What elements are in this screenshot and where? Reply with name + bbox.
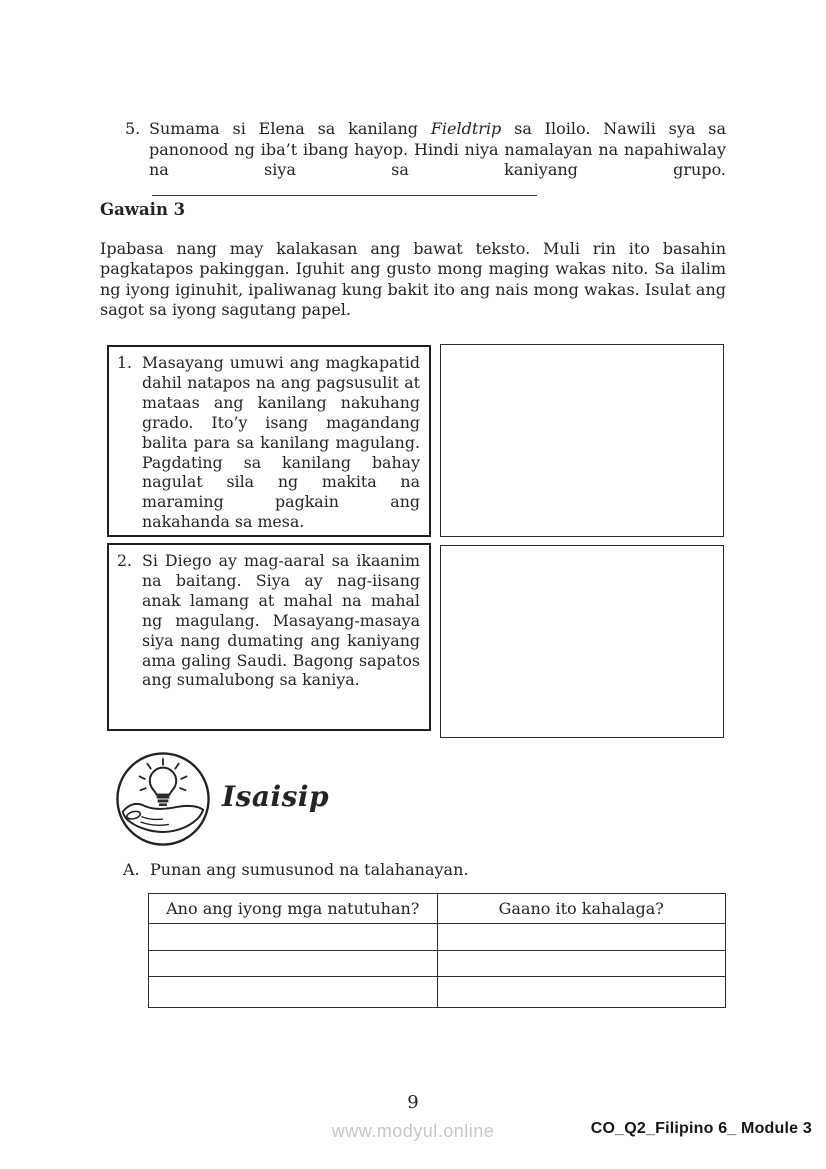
table-header-natutuhan: Ano ang iyong mga natutuhan? [149, 894, 438, 924]
item-number: 5. [125, 119, 141, 138]
story-box-1 [107, 345, 431, 537]
story-box-2 [107, 543, 431, 731]
module-footer-label: CO_Q2_Filipino 6_ Module 3 [590, 1120, 812, 1137]
section-a-marker: A. [123, 860, 140, 879]
item5-text [149, 119, 726, 201]
table-cell [437, 951, 726, 977]
item5-text-before: Sumama si Elena sa kanilang [149, 119, 431, 138]
drawing-box-2 [440, 545, 724, 738]
list-item-5 [125, 119, 726, 201]
isaisip-table [148, 893, 726, 1008]
answer-blank-line [152, 183, 537, 196]
section-a-text: Punan ang sumusunod na talahanayan. [150, 860, 469, 879]
item5-text-after: sa Iloilo. Nawili sya sa panonood ng iba’t ibang hayop. Hindi niya namalayan na napahiwalay na siya sa kaniyang grupo. [149, 119, 726, 179]
table-cell [437, 977, 726, 1008]
page-number: 9 [407, 1092, 419, 1113]
gawain-3-heading: Gawain 3 [100, 200, 186, 219]
story-number: 2. [117, 551, 133, 570]
drawing-box-1 [440, 344, 724, 537]
table-cell [149, 977, 438, 1008]
story-text: Masayang umuwi ang magkapatid dahil natapos na ang pagsusulit at mataas ang kanilang nakuhang grado. Ito’y isang magandang balita para sa kanilang magulang. Pagdating sa kanilang bahay nagulat sila ng makita na maraming pagkain ang nakahanda sa mesa. [142, 353, 420, 532]
item5-italic-word: Fieldtrip [430, 119, 502, 138]
table-cell [149, 924, 438, 951]
story-text: Si Diego ay mag-aaral sa ikaanim na baitang. Siya ay nag-iisang anak lamang at mahal na mahal ng magulang. Masayang-masaya siya nang dumating ang kaniyang ama galing Saudi. Bagong sapatos ang sumalubong sa kaniya. [142, 551, 420, 690]
watermark: www.modyul.online [331, 1121, 495, 1141]
isaisip-section-title: Isaisip [222, 780, 330, 813]
gawain-3-instructions: Ipabasa nang may kalakasan ang bawat teksto. Muli rin ito basahin pagkatapos pakinggan. Iguhit ang gusto mong maging wakas nito. Sa ilalim ng iyong iginuhit, ipaliwanag kung bakit ito ang nais mong wakas. Isulat ang sagot sa iyong sagutang papel. [100, 239, 726, 319]
table-cell [149, 951, 438, 977]
section-a-label [123, 860, 723, 879]
table-header-kahalaga: Gaano ito kahalaga? [437, 894, 726, 924]
story-number: 1. [117, 353, 133, 372]
table-cell [437, 924, 726, 951]
lightbulb-in-hand-icon [114, 750, 212, 848]
